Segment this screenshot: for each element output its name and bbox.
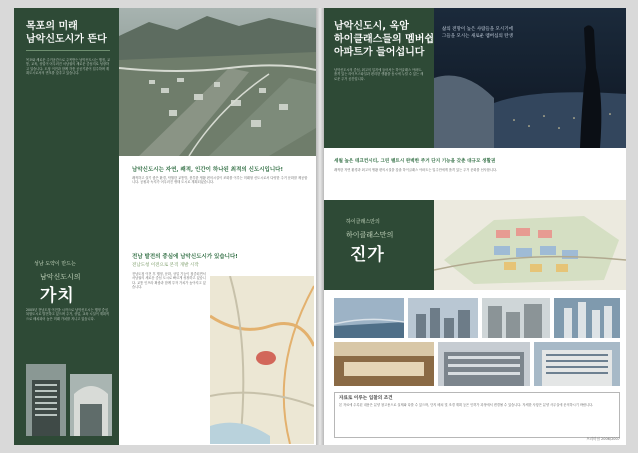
right-heading-line2: 하이클래스들의 멤버쉽 [334, 34, 435, 45]
value-mid-text: 남악신도시의 [40, 273, 81, 281]
section2-title: 전남 발전의 중심에 남악신도시가 있습니다! [132, 254, 238, 260]
right-section-text: 쾌적한 자연 환경과 최고의 생활 편의시설을 갖춘 하이클래스 아파트는 입주민에게 품격 있는 주거 문화를 선사합니다. [334, 168, 497, 172]
right-intro-text: 남악신도시의 중심, 최고의 입지에 들어서는 하이클래스 아파트. 품격 있는 라이프스타일과 편리한 생활을 동시에 누릴 수 있는 새로운 주거 공간입니다. [334, 68, 424, 81]
hiclass-small-text: 하이클래스만의 [346, 219, 380, 225]
left-heading-divider [26, 50, 110, 51]
right-section-title: 세월 높은 테크컨시티, 그린 벨트시 완벽한 주거 단지 기능을 갖춘 대규모 생활권 [334, 159, 496, 164]
left-heading-line2: 남악신도시가 뜬다 [26, 34, 107, 45]
value-big-title: 가치 [40, 286, 75, 306]
building-photo-1 [26, 364, 66, 436]
right-heading-line1: 남악신도시, 옥암 [334, 21, 409, 32]
page-number: 프리미엄 2006/2007 [586, 437, 620, 441]
mall-photo [438, 342, 530, 386]
hospital-photo [534, 342, 620, 386]
city-photo-2 [482, 298, 550, 338]
notice-text: 본 자료에 수록된 내용은 분양 참고용으로 실제와 다를 수 있으며, 단지 배치 및 조경 계획 등은 인허가 과정에서 변경될 수 있습니다. 자세한 사항은 분양 사무실에 문의하시기 바랍니다. [339, 403, 594, 407]
city-photo-3 [554, 298, 620, 338]
building-photo-2 [70, 374, 112, 436]
left-page [14, 8, 316, 445]
left-intro-text: 목포와 새로운 주거공간으로 주목받는 남악신도시는 행정, 교통, 교육, 상업이 어우러진 서남권의 새로운 중심지로 성장하고 있습니다. 도청 이전과 함께 각종 공공기관이 입주하며 계획도시로서의 면모를 갖추고 있습니다. [26, 58, 111, 76]
value-text: 2005년 전남도청 이전을 시작으로 남악신도시는 행정 중심 복합도시로 발전하고 있으며 주거, 상업, 교육 시설이 계획적으로 배치되어 높은 미래 가치를 지니고 있습니다. [26, 308, 110, 321]
right-page [324, 8, 626, 445]
tagline [442, 26, 513, 40]
city-photo-1 [408, 298, 478, 338]
site-plan [434, 200, 626, 290]
hiclass-big-title: 진가 [350, 245, 385, 265]
right-heading-line3: 아파트가 들어섭니다 [334, 47, 425, 58]
page-gutter [316, 8, 324, 445]
brochure-spread [14, 8, 626, 445]
notice-title: 자료로 이루는 입찰의 조건 [339, 396, 393, 401]
section1-text: 쾌적하고 살기 좋은 환경, 탁월한 교통망, 풍부한 생활 편의시설이 조화를 이루는 미래형 신도시로서 다양한 주거 문화를 제공합니다. 공원과 녹지가 어우러진 생태 도시로 계획되었습니다. [132, 176, 308, 185]
river-photo [334, 298, 404, 338]
value-small-text: 성남 도약이 만드는 [34, 261, 76, 267]
left-heading-line1: 목포의 미래 [26, 21, 78, 32]
left-heading [26, 20, 107, 46]
notice-box [334, 392, 620, 438]
section2-text: 전남도청 이전 후 행정, 문화, 상업 기능이 집중되면서 서남권의 새로운 중심 도시로 빠르게 성장하고 있습니다. 교통 인프라 확충과 함께 투자 가치가 높아지고 있습니다. [132, 272, 206, 290]
section2-subtitle: 전남도청 이전으로 본격 개발 시작 [132, 263, 199, 268]
store-photo [334, 342, 434, 386]
right-heading [334, 20, 434, 59]
location-map [210, 276, 314, 444]
section1-title: 남악신도시는 자연, 쾌적, 인간이 하나된 최적의 신도시입니다! [132, 167, 284, 173]
tagline-line1: 삶의 전망이 높은 사람들을 모시기에 [442, 27, 513, 32]
aerial-city-photo [119, 8, 316, 156]
hiclass-mid-text: 하이클래스만의 [346, 231, 394, 239]
tagline-line2: 그들을 모시는 새로운 멤버십의 탄생 [442, 34, 513, 39]
